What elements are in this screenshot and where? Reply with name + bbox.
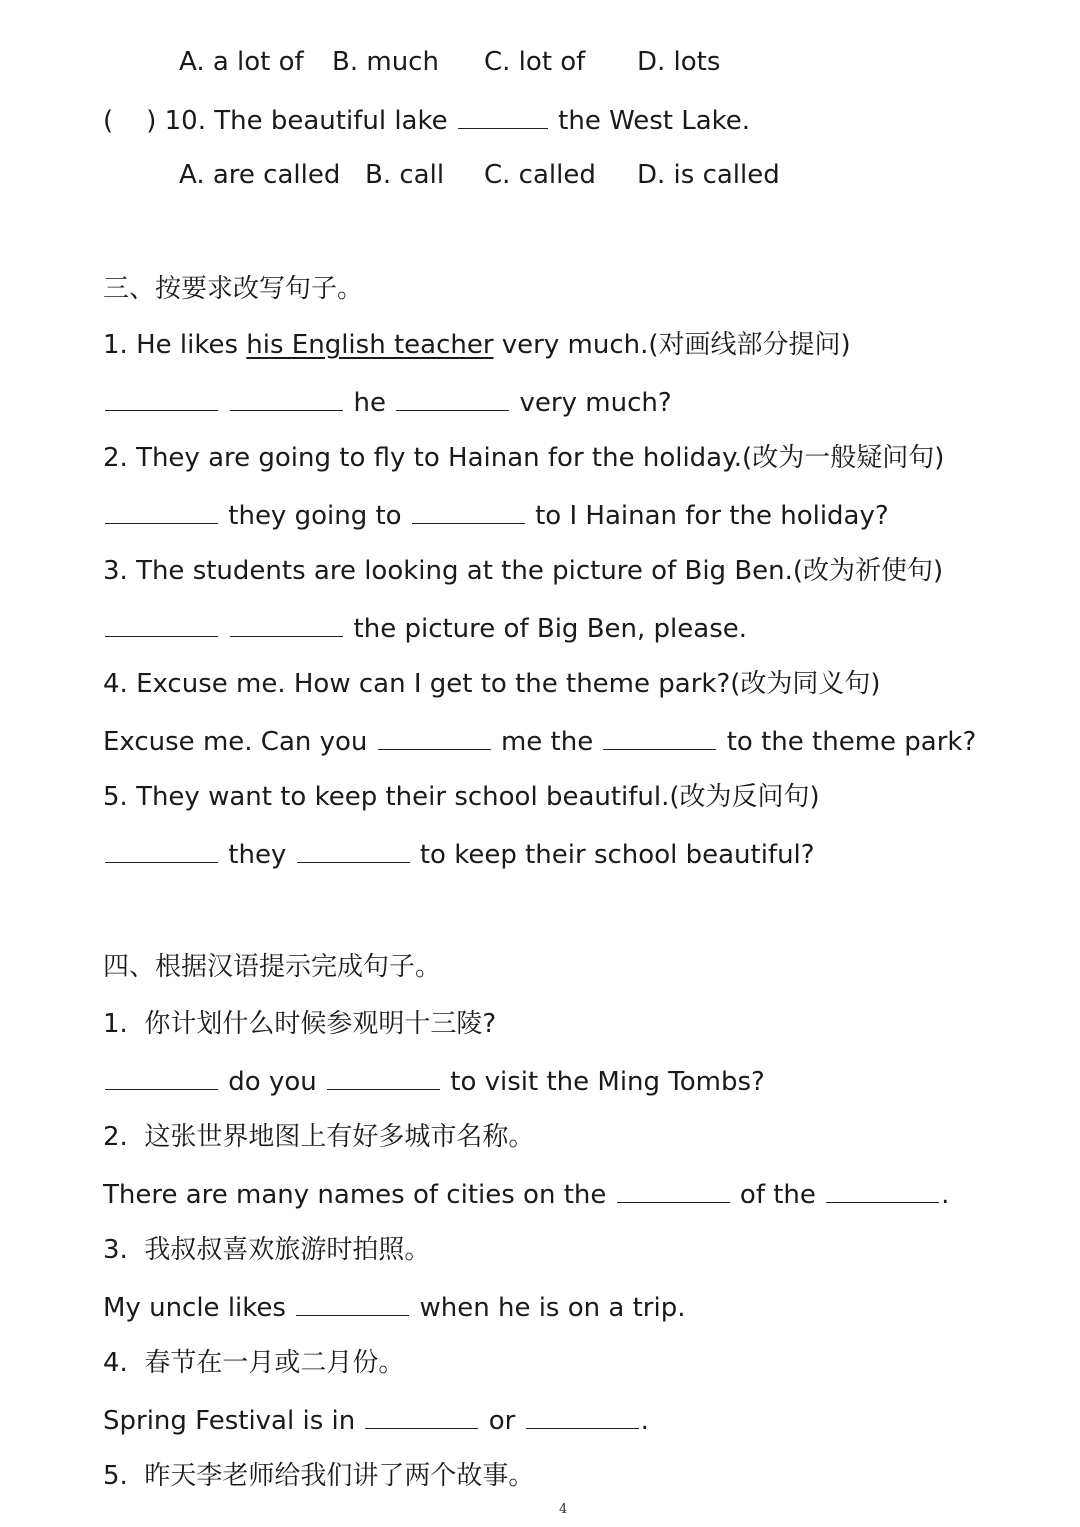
answer-blank[interactable] — [296, 1289, 409, 1316]
answer-blank[interactable] — [105, 497, 218, 524]
answer-blank[interactable] — [105, 610, 218, 637]
s4-q3-answer — [103, 1289, 685, 1325]
s3-q1-ans-he: he — [353, 388, 387, 418]
q9-option-c: C. lot of — [484, 47, 586, 77]
s3-q2-answer — [103, 497, 889, 533]
q10-text-b: the West Lake. — [558, 106, 751, 136]
s3-q5: 5. They want to keep their school beautiful.(改为反问句) — [103, 782, 820, 812]
q10-option-b: B. call — [365, 160, 445, 190]
s4-q3-ans-a: My uncle likes — [103, 1293, 286, 1323]
q10-blank[interactable] — [458, 102, 548, 129]
answer-blank[interactable] — [297, 836, 410, 863]
s3-q3: 3. The students are looking at the picture of Big Ben.(改为祈使句) — [103, 556, 944, 586]
s4-q1-chinese: 1. 你计划什么时候参观明十三陵? — [103, 1009, 497, 1039]
s3-q4-answer — [103, 723, 976, 759]
s3-q2: 2. They are going to fly to Hainan for the holiday.(改为一般疑问句) — [103, 443, 945, 473]
s3-q4-ans-a: Excuse me. Can you — [103, 727, 368, 757]
page-number: 4 — [559, 1502, 568, 1517]
s3-q3-answer — [103, 610, 747, 646]
s3-q1 — [103, 328, 851, 362]
s4-q2-ans-a: There are many names of cities on the — [103, 1180, 607, 1210]
answer-blank[interactable] — [396, 384, 509, 411]
s4-q1-ans-b: to visit the Ming Tombs? — [450, 1067, 765, 1097]
answer-blank[interactable] — [105, 384, 218, 411]
s4-q1-answer — [103, 1063, 765, 1099]
q10-option-c: C. called — [484, 160, 596, 190]
answer-blank[interactable] — [230, 610, 343, 637]
answer-blank[interactable] — [378, 723, 491, 750]
answer-blank[interactable] — [826, 1176, 939, 1203]
answer-blank[interactable] — [526, 1402, 639, 1429]
s4-q2-chinese: 2. 这张世界地图上有好多城市名称。 — [103, 1122, 535, 1152]
s4-q1-ans-a: do you — [228, 1067, 317, 1097]
q10-options — [0, 158, 1080, 192]
s4-q3-ans-b: when he is on a trip. — [419, 1293, 686, 1323]
q10-paren: ( ) — [103, 106, 157, 136]
s4-q4-ans-a: Spring Festival is in — [103, 1406, 356, 1436]
section4-heading: 四、根据汉语提示完成句子。 — [103, 952, 442, 982]
s3-q5-ans-b: to keep their school beautiful? — [419, 840, 815, 870]
s4-q4-ans-b: or — [488, 1406, 516, 1436]
q9-option-b: B. much — [332, 47, 439, 77]
q10-text-a: The beautiful lake — [214, 106, 448, 136]
s3-q1-answer — [103, 384, 672, 420]
q10-option-d: D. is called — [637, 160, 780, 190]
s3-q5-ans-a: they — [228, 840, 287, 870]
answer-blank[interactable] — [105, 836, 218, 863]
s3-q4-ans-c: to the theme park? — [726, 727, 977, 757]
s3-q4-ans-b: me the — [500, 727, 594, 757]
s4-q2-ans-b: of the — [739, 1180, 816, 1210]
s4-q4-chinese: 4. 春节在一月或二月份。 — [103, 1348, 405, 1378]
q10-option-a: A. are called — [179, 160, 341, 190]
s4-q5-chinese: 5. 昨天李老师给我们讲了两个故事。 — [103, 1461, 535, 1491]
s4-q2-ans-c: . — [941, 1180, 950, 1210]
s3-q1-ans-end: very much? — [519, 388, 672, 418]
s4-q4-answer — [103, 1402, 649, 1438]
s3-q1-underlined: his English teacher — [246, 330, 494, 360]
s3-q3-ans-a: the picture of Big Ben, please. — [353, 614, 747, 644]
answer-blank[interactable] — [230, 384, 343, 411]
q9-option-a: A. a lot of — [179, 47, 304, 77]
s4-q4-ans-c: . — [640, 1406, 649, 1436]
s3-q1-number: 1. — [103, 330, 128, 360]
section3-heading: 三、按要求改写句子。 — [103, 274, 364, 304]
s4-q2-answer — [103, 1176, 949, 1212]
q9-option-d: D. lots — [637, 47, 721, 77]
s3-q4: 4. Excuse me. How can I get to the theme park?(改为同义句) — [103, 669, 881, 699]
s4-q3-chinese: 3. 我叔叔喜欢旅游时拍照。 — [103, 1235, 431, 1265]
answer-blank[interactable] — [617, 1176, 730, 1203]
answer-blank[interactable] — [603, 723, 716, 750]
s3-q1-pre: He likes — [136, 330, 239, 360]
s3-q2-ans-a: they going to — [228, 501, 402, 531]
s3-q5-answer — [103, 836, 815, 872]
q10-question — [103, 102, 750, 138]
s3-q1-post: very much.(对画线部分提问) — [501, 330, 851, 360]
answer-blank[interactable] — [412, 497, 525, 524]
answer-blank[interactable] — [105, 1063, 218, 1090]
q10-number: 10. — [164, 106, 206, 136]
q9-options — [0, 45, 1080, 79]
answer-blank[interactable] — [327, 1063, 440, 1090]
answer-blank[interactable] — [365, 1402, 478, 1429]
s3-q2-ans-b: to I Hainan for the holiday? — [535, 501, 889, 531]
